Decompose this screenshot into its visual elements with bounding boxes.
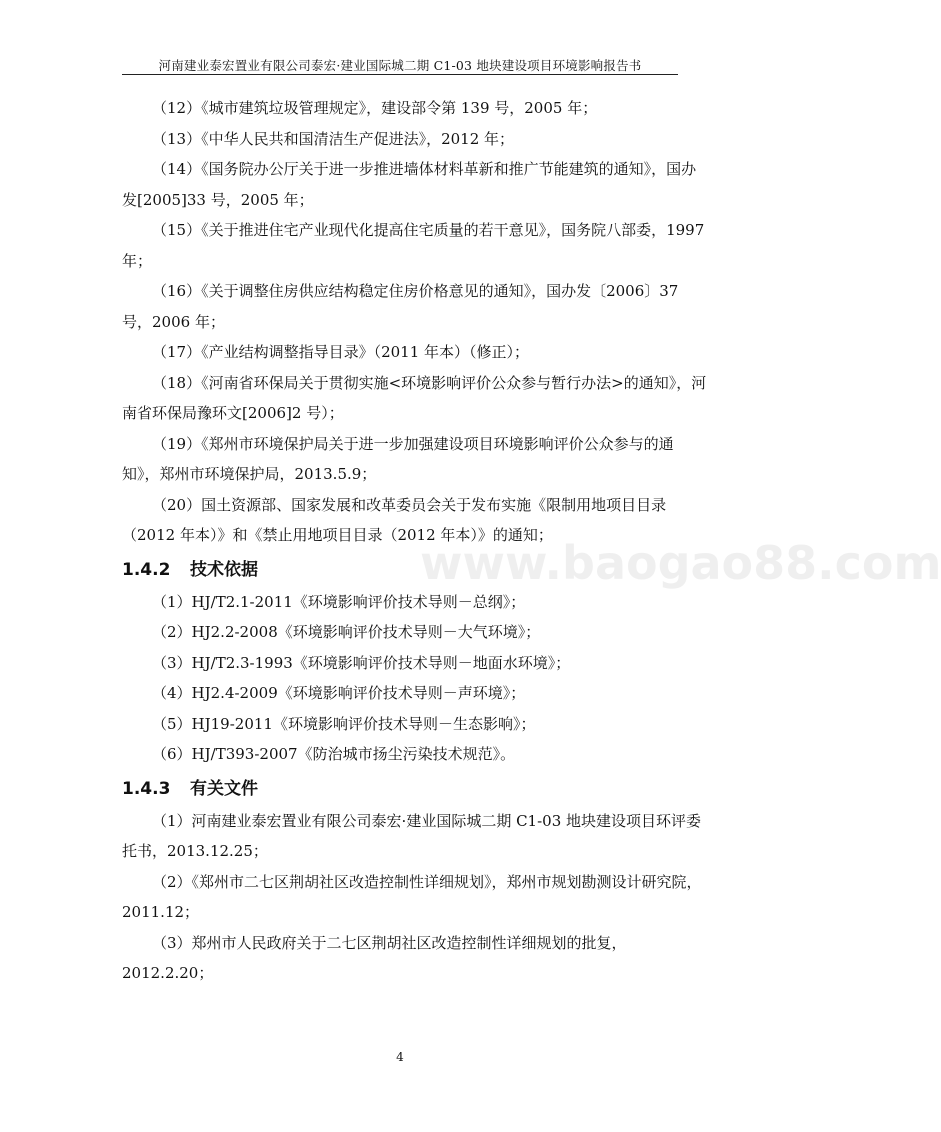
document-item: （1）河南建业泰宏置业有限公司泰宏·建业国际城二期 C1-03 地块建设项目环评委托书，2013.12.25； xyxy=(122,811,702,860)
document-item: （3）郑州市人民政府关于二七区荆胡社区改造控制性详细规划的批复，2012.2.20； xyxy=(122,933,627,982)
section-title: 有关文件 xyxy=(190,778,258,799)
regulation-item: （19）《郑州市环境保护局关于进一步加强建设项目环境影响评价公众参与的通知》，郑州市环境保护局，2013.5.9； xyxy=(122,434,674,483)
regulation-item: （14）《国务院办公厅关于进一步推进墙体材料革新和推广节能建筑的通知》，国办发[2005]33 号，2005 年； xyxy=(122,160,697,209)
standard-item: （5）HJ19-2011《环境影响评价技术导则－生态影响》； xyxy=(152,714,536,733)
regulation-item: （12）《城市建筑垃圾管理规定》，建设部令第 139 号，2005 年； xyxy=(152,99,598,117)
standard-item: （3）HJ/T2.3-1993《环境影响评价技术导则－地面水环境》； xyxy=(152,653,571,672)
document-item: （2）《郑州市二七区荆胡社区改造控制性详细规划》，郑州市规划勘测设计研究院，2011.12； xyxy=(122,872,702,921)
section-heading-related-documents xyxy=(122,774,708,804)
standard-item: （6）HJ/T393-2007《防治城市扬尘污染技术规范》。 xyxy=(152,745,516,763)
regulation-item: （18）《河南省环保局关于贯彻实施<环境影响评价公众参与暂行办法>的通知》，河南省环保局豫环文[2006]2 号）； xyxy=(122,373,707,422)
regulation-item: （15）《关于推进住宅产业现代化提高住宅质量的若干意见》，国务院八部委，1997 年； xyxy=(122,221,705,270)
section-title: 技术依据 xyxy=(190,559,258,580)
standard-item: （2）HJ2.2-2008《环境影响评价技术导则－大气环境》； xyxy=(152,623,541,641)
regulation-item: （13）《中华人民共和国清洁生产促进法》，2012 年； xyxy=(152,129,515,148)
header-divider xyxy=(122,74,678,75)
watermark: www.baogao88.com xyxy=(420,536,941,590)
section-number: 1.4.2 xyxy=(122,559,171,580)
section-number: 1.4.3 xyxy=(122,778,171,799)
regulation-item: （17）《产业结构调整指导目录》（2011 年本）（修正）； xyxy=(152,343,530,361)
standard-item: （4）HJ2.4-2009《环境影响评价技术导则－声环境》； xyxy=(152,684,526,702)
running-header: 河南建业泰宏置业有限公司泰宏·建业国际城二期 C1-03 地块建设项目环境影响报告书 xyxy=(158,58,642,73)
regulation-item: （16）《关于调整住房供应结构稳定住房价格意见的通知》，国办发〔2006〕37 号，2006 年； xyxy=(122,282,679,331)
standard-item: （1）HJ/T2.1-2011《环境影响评价技术导则－总纲》； xyxy=(152,592,526,611)
regulation-item: （20）国土资源部、国家发展和改革委员会关于发布实施《限制用地项目目录（2012 年本）》和《禁止用地项目目录（2012 年本）》的通知； xyxy=(122,495,667,544)
page-number: 4 xyxy=(396,1050,404,1064)
